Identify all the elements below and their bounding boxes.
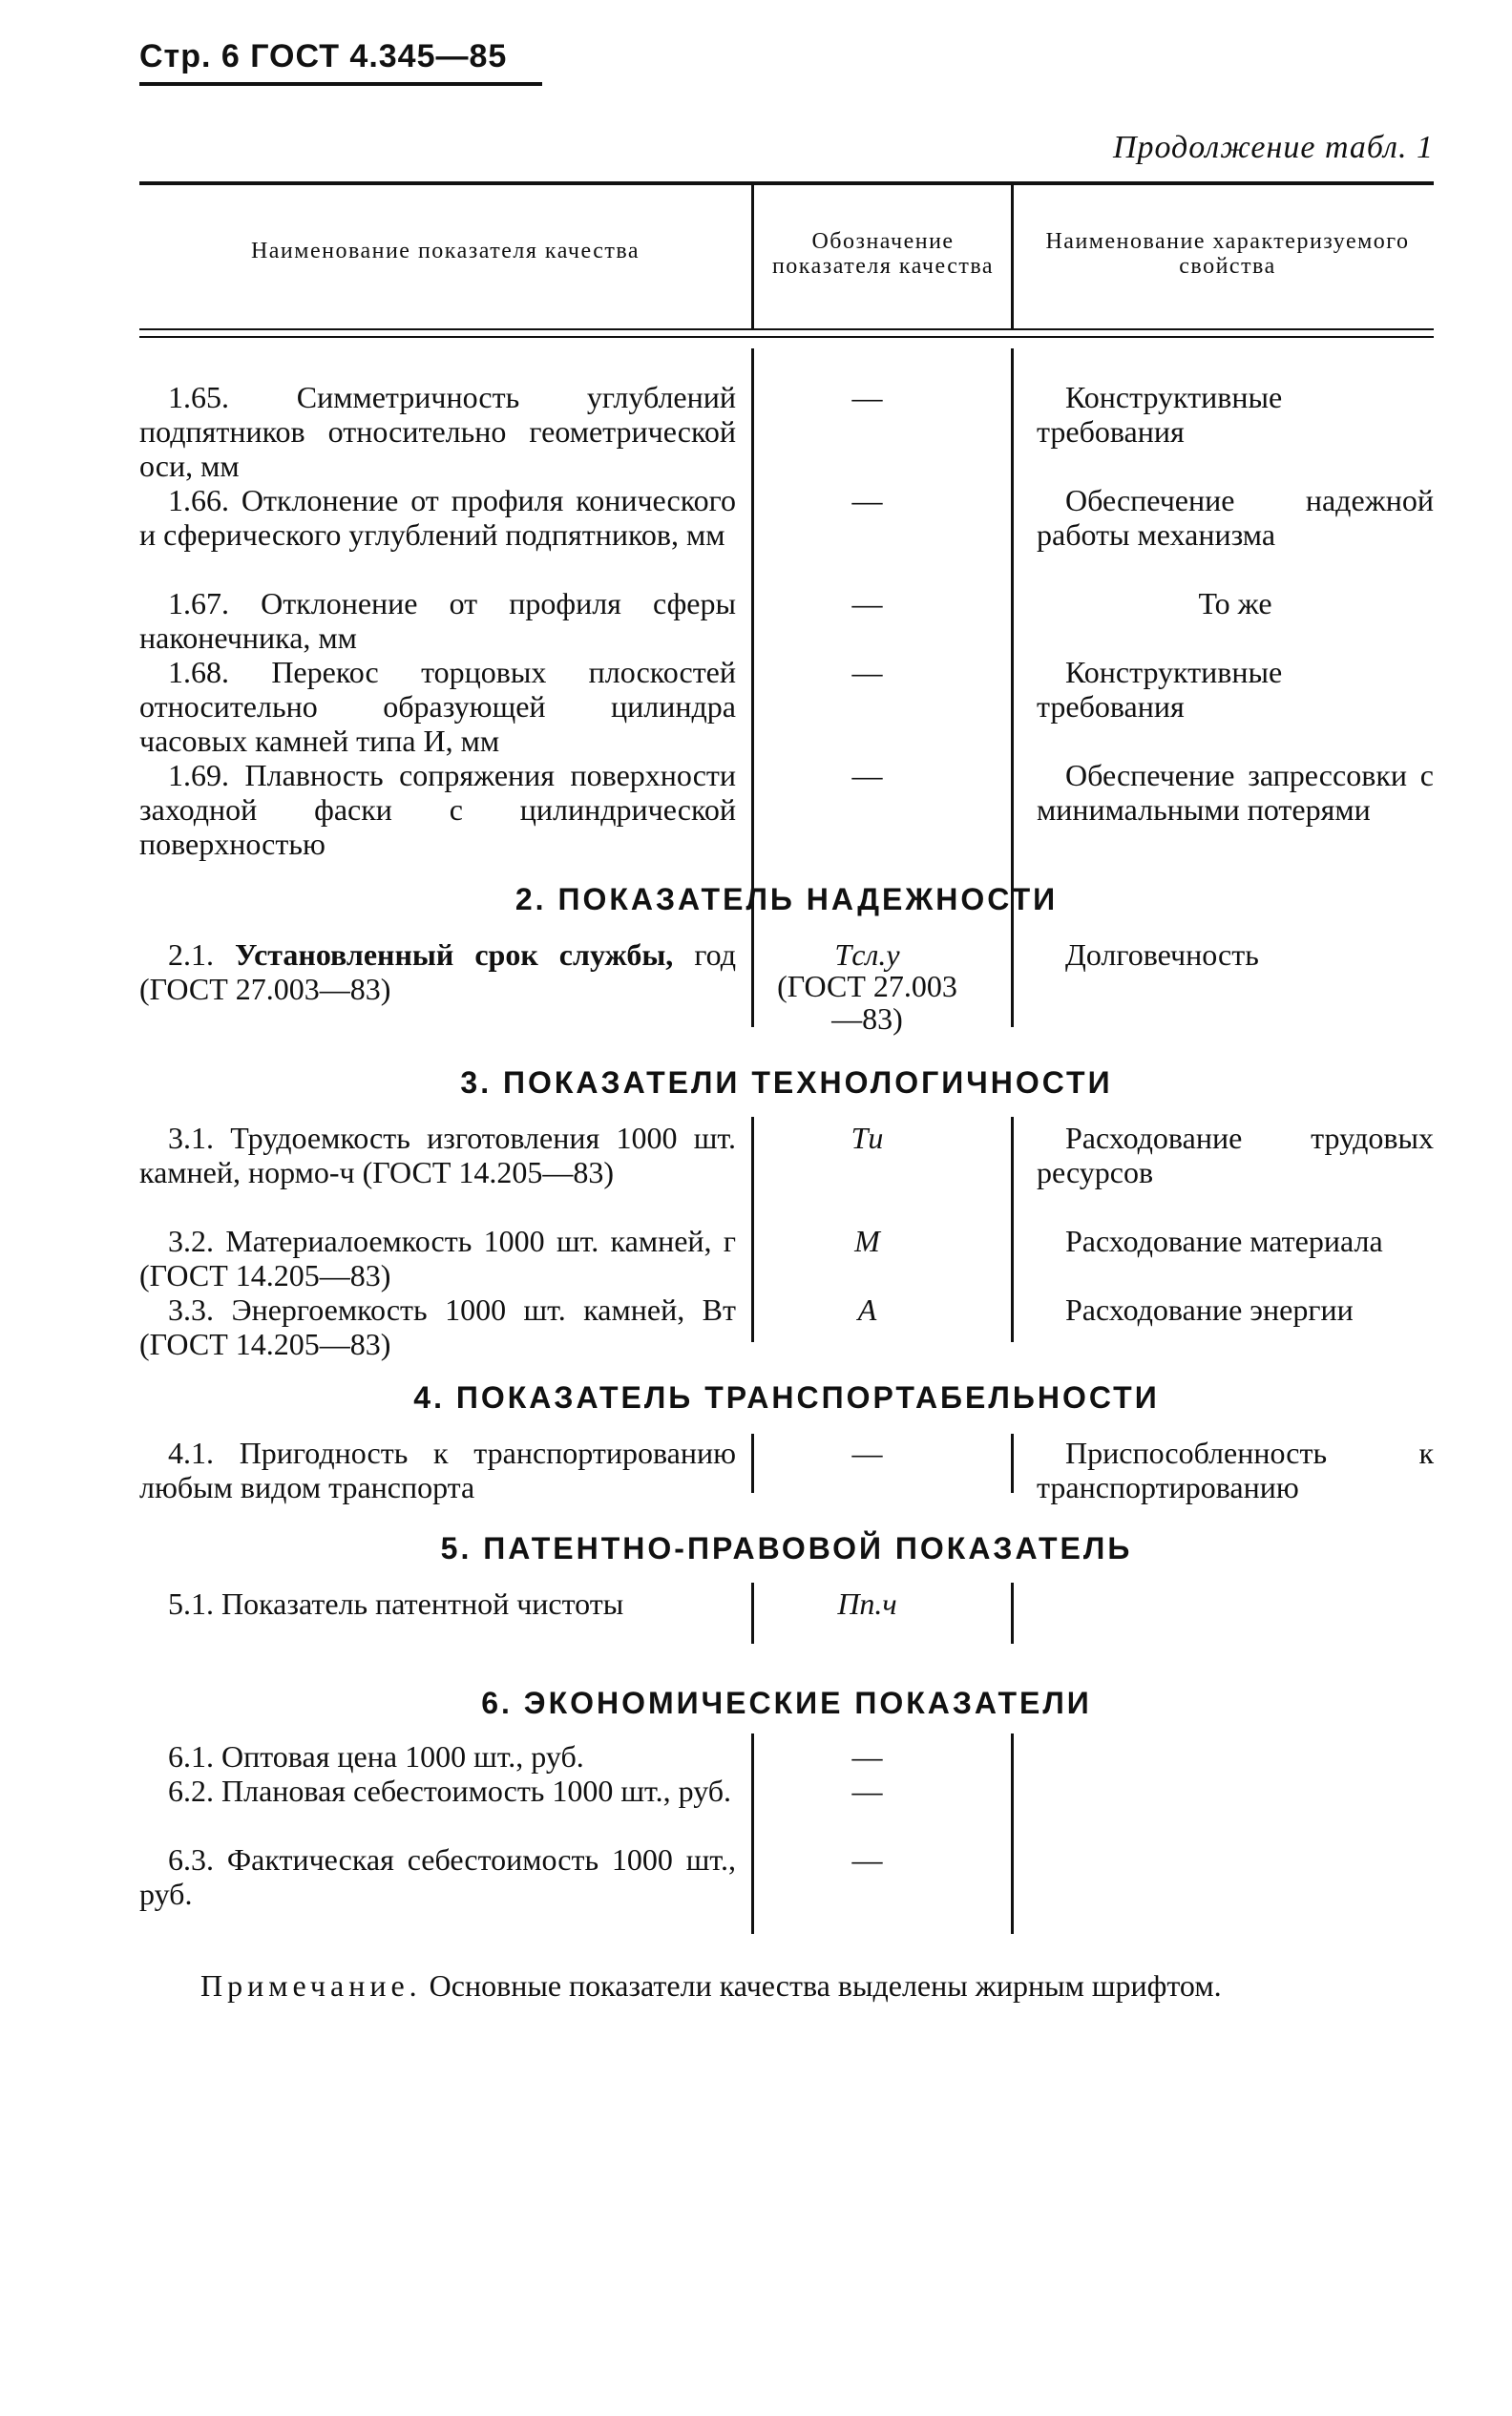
table-row-1-69-name: 1.69. Плавность сопряжения поверхности заходной фаски с цилиндрической поверхностью — [139, 758, 736, 861]
header-divider-2 — [1011, 185, 1014, 330]
section-5-divider-2 — [1011, 1583, 1014, 1644]
table-row-1-67-property: То же — [1198, 586, 1272, 620]
table-top-rule — [139, 181, 1434, 185]
running-head-rule — [139, 82, 542, 86]
table-row-4-1-name: 4.1. Пригодность к транспортированию любым видом транспорта — [139, 1436, 736, 1504]
section-6-divider-2 — [1011, 1733, 1014, 1934]
table-row-2-1-symbol: Tсл.у — [834, 937, 900, 972]
header-divider-1 — [751, 185, 754, 330]
table-row-2-1-name — [139, 937, 736, 1006]
table-row-3-2-symbol: M — [854, 1224, 880, 1258]
table-row-1-69-property: Обеспечение запрессовки с минимальными потерями — [1037, 758, 1434, 827]
section-2-divider-2 — [1011, 935, 1014, 1027]
section-5-title: 5. ПАТЕНТНО-ПРАВОВОЙ ПОКАЗАТЕЛЬ — [440, 1531, 1133, 1565]
header-col-property: Наименование характеризуемого свойства — [1045, 229, 1410, 279]
table-row-1-65-name: 1.65. Симметричность углублений подпятников относительно геометрической оси, мм — [139, 380, 736, 483]
table-row-3-1-name: 3.1. Трудоемкость изготовления 1000 шт. камней, нормо-ч (ГОСТ 14.205—83) — [139, 1121, 736, 1189]
section-2-title: 2. ПОКАЗАТЕЛЬ НАДЕЖНОСТИ — [514, 882, 1059, 916]
table-row-4-1-property: Приспособленность к транспортированию — [1037, 1436, 1434, 1504]
table-row-6-2-symbol: — — [851, 1774, 883, 1808]
section-4-title: 4. ПОКАЗАТЕЛЬ ТРАНСПОРТАБЕЛЬНОСТИ — [413, 1380, 1160, 1415]
table-row-1-65-property: Конструктивные требования — [1037, 380, 1283, 449]
header-col-name: Наименование показателя качества — [250, 239, 640, 263]
note-text: Основные показатели качества выделены жирным шрифтом. — [429, 1968, 1222, 2003]
table-row-1-66-symbol: — — [851, 483, 883, 517]
section-3-title: 3. ПОКАЗАТЕЛИ ТЕХНОЛОГИЧНОСТИ — [460, 1065, 1113, 1100]
section-3-divider-2 — [1011, 1117, 1014, 1342]
row-2-1-name-bold: Установленный срок службы, — [235, 937, 674, 972]
table-row-6-3-name: 6.3. Фактическая себестоимость 1000 шт., руб. — [139, 1842, 736, 1911]
quality-indicators-table — [139, 181, 1434, 1911]
section-4-divider-1 — [751, 1434, 754, 1493]
table-row-3-2-property: Расходование материала — [1065, 1224, 1383, 1258]
table-note — [139, 1966, 1434, 2005]
table-row-3-3-property: Расходование энергии — [1065, 1292, 1354, 1327]
table-row-5-1-symbol: Пп.ч — [837, 1586, 897, 1621]
table-row-4-1-symbol: — — [851, 1436, 883, 1470]
table-row-1-68-symbol: — — [851, 655, 883, 689]
section-5-divider-1 — [751, 1583, 754, 1644]
section-2-divider-1 — [751, 935, 754, 1027]
section-4-divider-2 — [1011, 1434, 1014, 1493]
table-row-6-1-name: 6.1. Оптовая цена 1000 шт., руб. — [168, 1739, 584, 1774]
table-row-3-1-symbol: Tи — [850, 1121, 884, 1155]
table-row-3-3-symbol: A — [857, 1292, 877, 1327]
running-head: Стр. 6 ГОСТ 4.345—85 — [139, 38, 508, 74]
table-row-1-66-property: Обеспечение надежной работы механизма — [1037, 483, 1434, 552]
table-row-1-65-symbol: — — [851, 380, 883, 414]
header-bottom-rule-2 — [139, 336, 1434, 338]
table-row-1-67-name: 1.67. Отклонение от профиля сферы наконечника, мм — [139, 586, 736, 655]
table-row-1-67-symbol: — — [851, 586, 883, 620]
table-row-5-1-name: 5.1. Показатель патентной чистоты — [168, 1586, 624, 1621]
section-6-title: 6. ЭКОНОМИЧЕСКИЕ ПОКАЗАТЕЛИ — [481, 1686, 1092, 1720]
table-row-3-2-name: 3.2. Материалоемкость 1000 шт. камней, г (ГОСТ 14.205—83) — [139, 1224, 736, 1292]
table-row-1-68-name: 1.68. Перекос торцовых плоскостей относительно образующей цилиндра часовых камней типа И, мм — [139, 655, 736, 758]
table-row-3-1-property: Расходование трудовых ресурсов — [1037, 1121, 1434, 1189]
header-bottom-rule-1 — [139, 328, 1434, 330]
section-6-divider-1 — [751, 1733, 754, 1934]
table-row-1-68-property: Конструктивные требования — [1037, 655, 1283, 724]
table-row-3-3-name: 3.3. Энергоемкость 1000 шт. камней, Вт (ГОСТ 14.205—83) — [139, 1292, 736, 1361]
section-3-divider-1 — [751, 1117, 754, 1342]
row-2-1-name-rest: год (ГОСТ 27.003—83) — [139, 937, 737, 1006]
table-row-1-69-symbol: — — [851, 758, 883, 792]
table-continuation-label: Продолжение табл. 1 — [1112, 130, 1434, 165]
table-row-6-1-symbol: — — [851, 1739, 883, 1774]
table-row-2-1-symbol-note: (ГОСТ 27.003—83) — [777, 969, 957, 1036]
table-row-2-1-property: Долговечность — [1065, 937, 1259, 972]
table-row-6-3-symbol: — — [851, 1842, 883, 1877]
row-2-1-number: 2.1. — [168, 937, 214, 972]
header-col-symbol: Обозначение показателя качества — [771, 229, 995, 279]
table-row-6-2-name: 6.2. Плановая себестоимость 1000 шт., руб. — [168, 1774, 732, 1808]
table-row-1-66-name: 1.66. Отклонение от профиля конического и сферического углублений подпятников, мм — [139, 483, 736, 552]
note-label: Примечание. — [200, 1968, 422, 2003]
